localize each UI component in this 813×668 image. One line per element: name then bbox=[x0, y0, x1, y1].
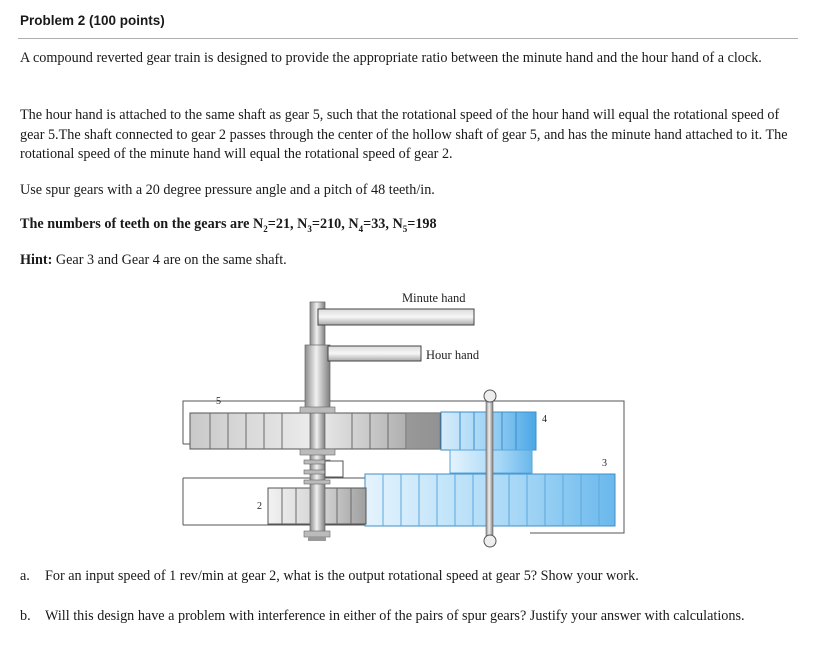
gear-4-label: 4 bbox=[542, 414, 547, 425]
hint-text: Gear 3 and Gear 4 are on the same shaft. bbox=[52, 252, 287, 268]
hour-hand bbox=[328, 346, 421, 361]
teeth-subscript: 2 bbox=[263, 223, 268, 234]
teeth-value: =198 bbox=[407, 216, 437, 232]
gear-5-label: 5 bbox=[216, 396, 221, 407]
question-a-text: For an input speed of 1 rev/min at gear 2, what is the output rotational speed at gear 5? Show your work. bbox=[45, 568, 639, 584]
teeth-symbol: N bbox=[297, 216, 308, 232]
teeth-label: The numbers of teeth on the gears are bbox=[20, 216, 254, 232]
problem-title: Problem 2 (100 points) bbox=[20, 13, 165, 28]
teeth-symbol: N bbox=[392, 216, 403, 232]
teeth-symbol: N bbox=[348, 216, 359, 232]
minute-hand-label: Minute hand bbox=[402, 291, 466, 305]
teeth-subscript: 4 bbox=[358, 223, 364, 234]
teeth-value: =33 bbox=[363, 216, 386, 232]
minute-hand bbox=[318, 309, 474, 325]
hint-label: Hint: bbox=[20, 252, 53, 268]
teeth-symbol: N bbox=[253, 216, 264, 232]
teeth-value: =210 bbox=[311, 216, 342, 232]
gear-2-label: 2 bbox=[257, 501, 262, 512]
question-a-letter: a. bbox=[20, 568, 30, 584]
description-paragraph: The hour hand is attached to the same shaft as gear 5, such that the rotational speed of the hour hand will equal the rotational speed of gear 5.The shaft connected to gear 2 passes through the center of the hollow shaft of gear 5, and has the minute hand attached to it. The rotational speed of the minute hand will equal the rotational speed of gear 2. bbox=[20, 107, 788, 162]
question-b-text: Will this design have a problem with interference in either of the pairs of spur gears? Justify your answer with calculations. bbox=[45, 608, 745, 624]
teeth-value: =21 bbox=[267, 216, 291, 232]
gear-spec-paragraph: Use spur gears with a 20 degree pressure angle and a pitch of 48 teeth/in. bbox=[20, 182, 435, 198]
question-b-letter: b. bbox=[20, 608, 31, 624]
intro-paragraph: A compound reverted gear train is designed to provide the appropriate ratio between the minute hand and the hour hand of a clock. bbox=[20, 50, 762, 66]
teeth-subscript: 5 bbox=[402, 223, 408, 234]
gear-3-label: 3 bbox=[602, 458, 607, 469]
teeth-list: $N_2=21$, $N_3=210$, $N_4=33$, $N_5=198$ bbox=[253, 216, 437, 234]
teeth-subscript: 3 bbox=[307, 223, 312, 234]
hour-hand-label: Hour hand bbox=[426, 348, 480, 362]
